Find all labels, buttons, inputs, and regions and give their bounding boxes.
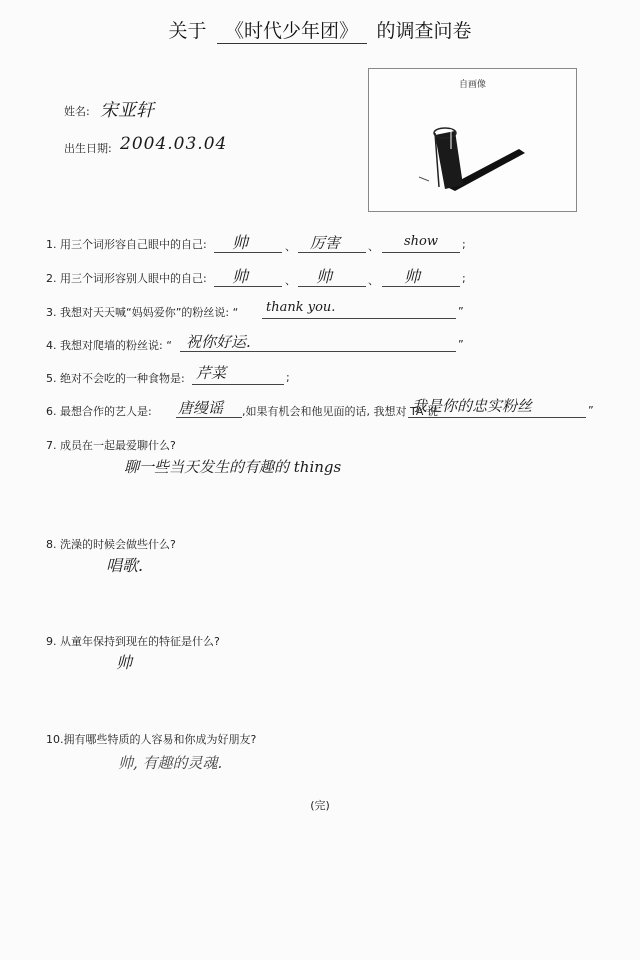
title-suffix: 的调查问卷 [376, 20, 472, 42]
q3-end: ” [458, 305, 464, 318]
q1-sep-2: 、 [368, 240, 379, 253]
page-title [0, 16, 640, 44]
q2-sep-2: 、 [368, 274, 379, 287]
question-3: 3. 我想对天天喊“妈妈爱你”的粉丝说: “ [46, 306, 239, 319]
q6-artist-answer: 唐缦谣 [178, 399, 224, 417]
q6-end: ” [588, 404, 594, 417]
q6-message-answer: 我是你的忠实粉丝 [412, 397, 533, 415]
q5-end: ; [286, 371, 290, 384]
question-10: 10.拥有哪些特质的人容易和你成为好朋友? [46, 733, 257, 746]
q2-answer-1: 帅 [232, 267, 249, 286]
q3-answer: thank you. [266, 300, 336, 315]
self-portrait-drawing [369, 69, 576, 211]
question-2: 2. 用三个词形容别人眼中的自己: [46, 272, 207, 285]
q2-answer-2: 帅 [316, 267, 333, 286]
q10-answer: 帅, 有趣的灵魂. [118, 754, 223, 772]
q1-sep-1: 、 [285, 240, 296, 253]
q1-answer-3: show [404, 234, 438, 249]
question-1: 1. 用三个词形容自己眼中的自己: [46, 238, 207, 251]
self-portrait-label: 自画像 [458, 80, 486, 90]
name-value: 宋亚轩 [100, 100, 154, 121]
q1-answer-1: 帅 [232, 233, 249, 252]
question-9: 9. 从童年保持到现在的特征是什么? [46, 635, 220, 648]
question-4: 4. 我想对爬墙的粉丝说: “ [46, 339, 172, 352]
title-program: 《时代少年团》 [217, 16, 367, 44]
q8-answer: 唱歌. [106, 556, 144, 575]
q4-answer: 祝你好运. [186, 333, 251, 351]
q2-end: ; [462, 272, 466, 285]
question-8: 8. 洗澡的时候会做些什么? [46, 538, 176, 551]
end-mark: (完) [310, 799, 330, 812]
q5-answer: 芹菜 [196, 364, 227, 382]
question-5: 5. 绝对不会吃的一种食物是: [46, 372, 185, 385]
title-prefix: 关于 [168, 20, 207, 42]
birth-label: 出生日期: [64, 142, 112, 155]
q1-end: ; [462, 238, 466, 251]
q2-answer-3: 帅 [404, 267, 421, 286]
question-6-part-a: 6. 最想合作的艺人是: [46, 405, 152, 418]
q9-answer: 帅 [116, 653, 133, 672]
self-portrait-box [368, 68, 577, 212]
q7-answer: 聊一些当天发生的有趣的 things [124, 458, 342, 476]
birth-value: 2004.03.04 [120, 134, 228, 154]
name-label: 姓名: [64, 105, 90, 118]
question-7: 7. 成员在一起最爱聊什么? [46, 439, 176, 452]
q1-answer-2: 厉害 [310, 234, 341, 252]
question-6-part-b: ,如果有机会和他见面的话, 我想对 TA 说 [242, 405, 438, 418]
q2-sep-1: 、 [285, 274, 296, 287]
q4-end: ” [458, 338, 464, 351]
